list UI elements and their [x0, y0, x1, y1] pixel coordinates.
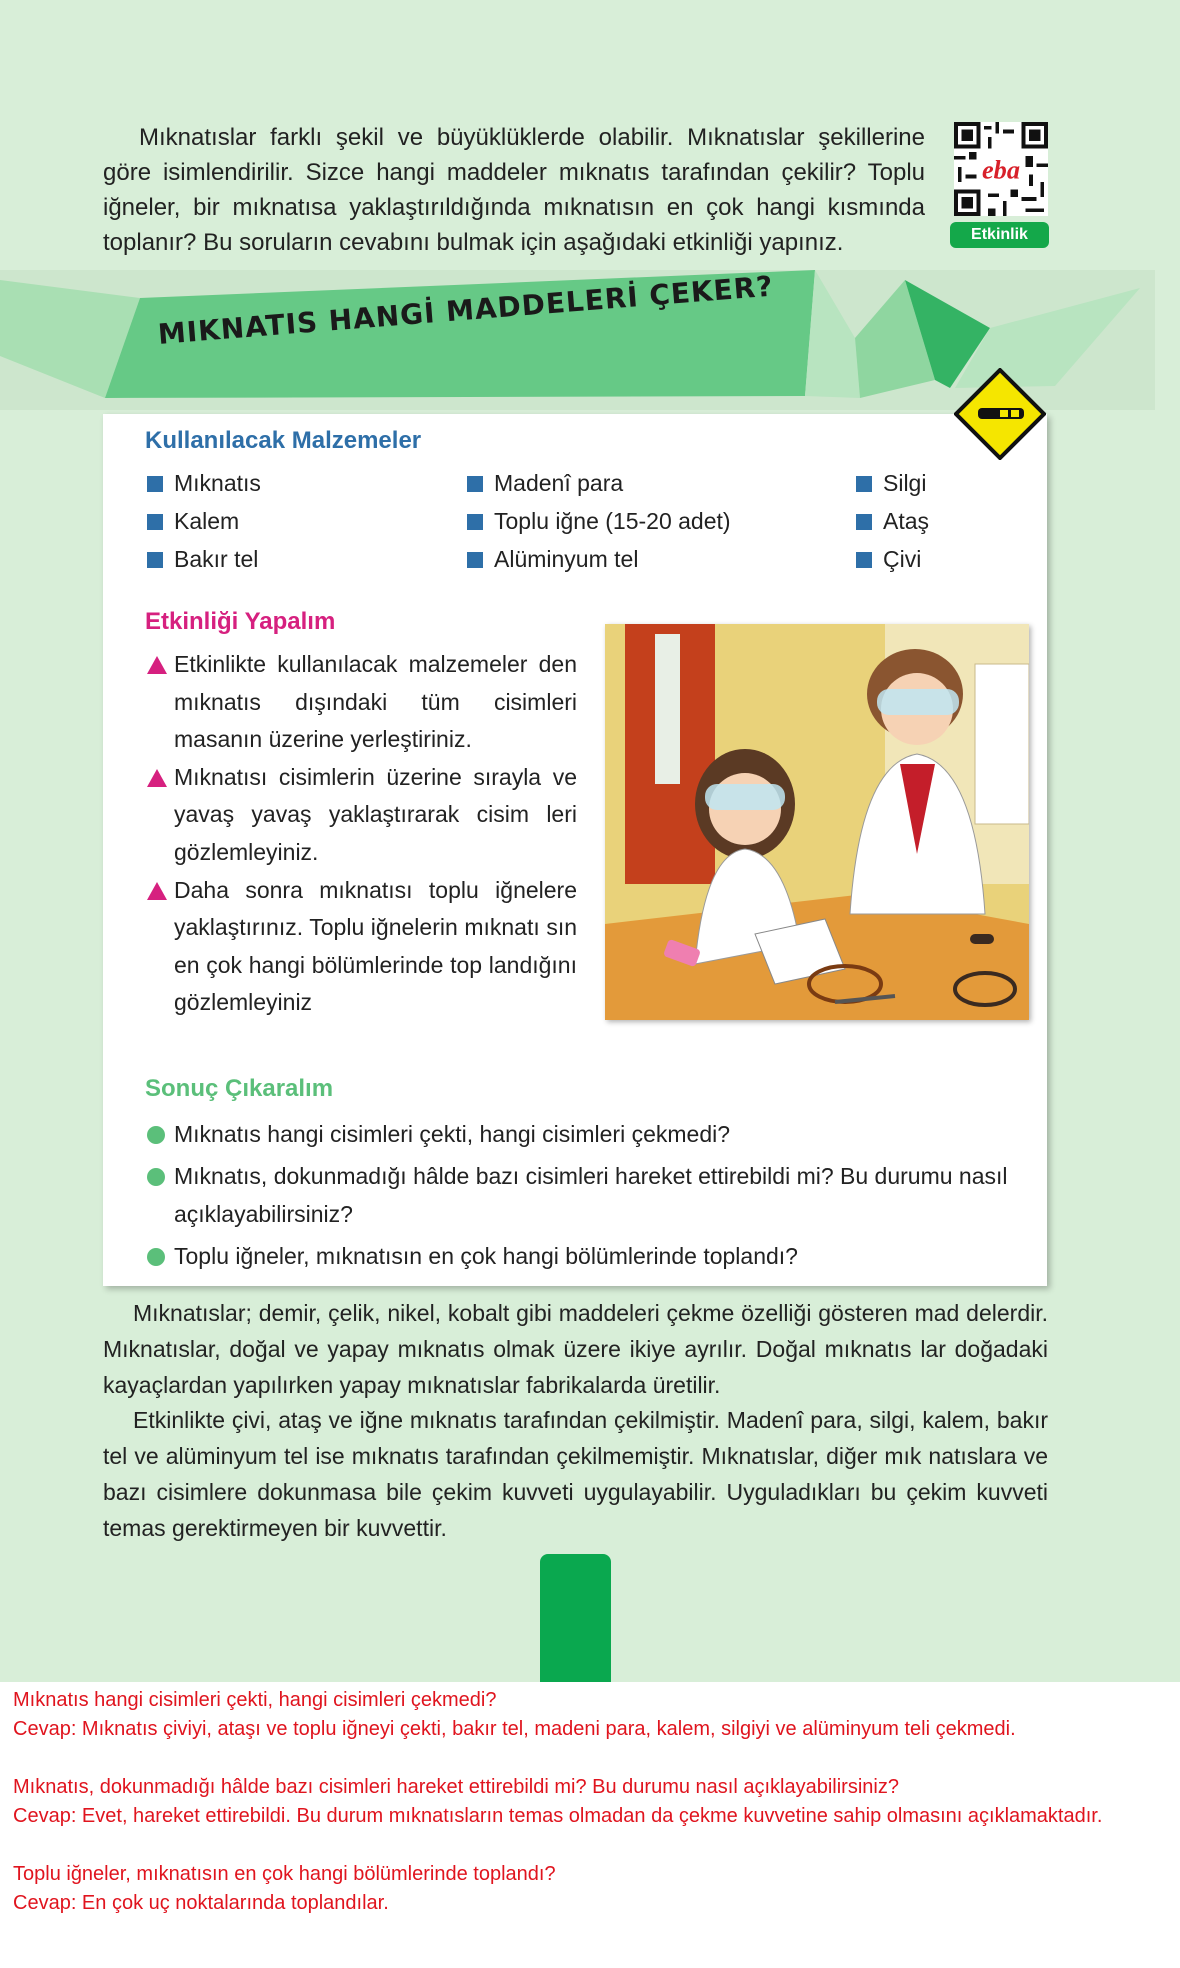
- bullet-square-icon: [147, 476, 163, 492]
- bullet-square-icon: [147, 514, 163, 530]
- material-item: [147, 470, 261, 497]
- conclusion-item: [147, 1115, 1037, 1153]
- answers-section: [13, 1686, 1173, 1918]
- material-item: [467, 508, 731, 535]
- conclusion-questions: [147, 1115, 1037, 1279]
- qr-code[interactable]: [954, 122, 1048, 216]
- triangle-bullet-icon: [147, 656, 167, 674]
- answer-text: Cevap: En çok uç noktalarında toplandılar.: [13, 1892, 389, 1914]
- activity-heading: Etkinliği Yapalım: [145, 608, 336, 635]
- answer-text: Cevap: Evet, hareket ettirebildi. Bu durum mıknatısların temas olmadan da çekme kuvvetine sahip olmasını açıklamaktadır.: [13, 1805, 1103, 1827]
- explanation-paragraph: Mıknatıslar; demir, çelik, nikel, kobalt gibi maddeleri çekme özelliği gösteren mad delerdir. Mıknatıslar, doğal ve yapay mıknatıs olmak üzere ikiye ayrılır. Doğal mıknatıs lar doğadaki kayaçlardan yapılırken yapay mıknatıslar fabrikalarda üretilir.: [103, 1300, 1048, 1398]
- conclusion-item: [147, 1237, 1037, 1275]
- material-label: Kalem: [174, 508, 240, 534]
- intro-paragraph: Mıknatıslar farklı şekil ve büyüklüklerde olabilir. Mıknatıslar şekillerine göre isimlendirilir. Sizce hangi maddeler mıknatıs tarafından çekilir? Toplu iğneler, bir mıknatısa yaklaştırıldığında mıknatısın en çok hangi kısmında toplanır? Bu soruların cevabını bulmak için aşağıdaki etkinliği yapınız.: [103, 124, 925, 256]
- circle-bullet-icon: [147, 1126, 165, 1144]
- answer-question: Mıknatıs, dokunmadığı hâlde bazı cisimleri hareket ettirebildi mi? Bu durumu nasıl açıklayabilirsiniz?: [13, 1776, 899, 1798]
- conclusion-text: Toplu iğneler, mıknatısın en çok hangi bölümlerinde toplandı?: [174, 1243, 798, 1269]
- conclusion-text: Mıknatıs hangi cisimleri çekti, hangi cisimleri çekmedi?: [174, 1121, 731, 1147]
- bullet-square-icon: [467, 514, 483, 530]
- conclusion-heading: Sonuç Çıkaralım: [145, 1075, 334, 1102]
- material-label: Mıknatıs: [174, 470, 261, 496]
- step-text: Mıknatısı cisimlerin üzerine sırayla ve yavaş yavaş yaklaştırarak cisim leri gözlemleyiniz.: [174, 763, 577, 865]
- bullet-square-icon: [856, 476, 872, 492]
- explanation-text: [103, 1296, 1048, 1547]
- bullet-square-icon: [856, 552, 872, 568]
- bullet-square-icon: [856, 514, 872, 530]
- triangle-bullet-icon: [147, 882, 167, 900]
- activity-steps: [147, 646, 577, 1022]
- material-item: [856, 546, 921, 573]
- circle-bullet-icon: [147, 1248, 165, 1266]
- material-item: [467, 546, 638, 573]
- answer-text: Cevap: Mıknatıs çiviyi, ataşı ve toplu iğneyi çekti, bakır tel, madeni para, kalem, silgiyi ve alüminyum teli çekmedi.: [13, 1718, 1016, 1740]
- material-item: [147, 546, 258, 573]
- answer-question: Mıknatıs hangi cisimleri çekti, hangi cisimleri çekmedi?: [13, 1689, 497, 1711]
- step-text: Etkinlikte kullanılacak malzemeler den mıknatıs dışındaki tüm cisimleri masanın üzerine yerleştiriniz.: [174, 651, 577, 753]
- material-item: [856, 470, 926, 497]
- material-item: [467, 470, 623, 497]
- bullet-square-icon: [467, 476, 483, 492]
- conclusion-text: Mıknatıs, dokunmadığı hâlde bazı cisimleri hareket ettirebildi mi? Bu durumu nasıl açıklayabilirsiniz?: [174, 1163, 1008, 1227]
- materials-heading: Kullanılacak Malzemeler: [145, 427, 422, 454]
- bullet-square-icon: [467, 552, 483, 568]
- material-label: Ataş: [883, 508, 930, 534]
- explanation-paragraph: Etkinlikte çivi, ataş ve iğne mıknatıs tarafından çekilmiştir. Madenî para, silgi, kalem, bakır tel ve alüminyum tel ise mıknatıs tarafından çekilmemiştir. Mıknatıslar, diğer mık natıslara ve bazı cisimlere dokunmasa bile çekim kuvveti uygulayabilir. Uyguladıkları bu çekim kuvveti temas gerektirmeyen bir kuvvettir.: [103, 1407, 1048, 1541]
- answer-question: Toplu iğneler, mıknatısın en çok hangi bölümlerinde toplandı?: [13, 1863, 556, 1885]
- eba-logo: eba: [982, 155, 1020, 185]
- triangle-bullet-icon: [147, 769, 167, 787]
- activity-title: MIKNATIS HANGİ MADDELERİ ÇEKER?: [156, 269, 775, 351]
- caution-sign-icon: [954, 368, 1046, 460]
- step-text: Daha sonra mıknatısı toplu iğnelere yaklaştırınız. Toplu iğnelerin mıknatı sın en çok hangi bölümlerinde top landığını gözlemleyiniz: [174, 876, 577, 1016]
- material-item: [856, 508, 929, 535]
- children-magnet-experiment-illustration: [605, 624, 1029, 1020]
- material-item: [147, 508, 239, 535]
- material-label: Alüminyum tel: [494, 546, 639, 572]
- page-tab-marker: [540, 1554, 611, 1682]
- material-label: Toplu iğne (15-20 adet): [494, 508, 731, 534]
- activity-step: [147, 646, 577, 759]
- circle-bullet-icon: [147, 1168, 165, 1186]
- material-label: Silgi: [883, 470, 927, 496]
- activity-step: [147, 872, 577, 1022]
- material-label: Madenî para: [494, 470, 624, 496]
- etkinlik-button[interactable]: Etkinlik: [950, 222, 1049, 248]
- material-label: Çivi: [883, 546, 922, 572]
- material-label: Bakır tel: [174, 546, 259, 572]
- conclusion-item: [147, 1157, 1037, 1233]
- activity-step: [147, 759, 577, 872]
- bullet-square-icon: [147, 552, 163, 568]
